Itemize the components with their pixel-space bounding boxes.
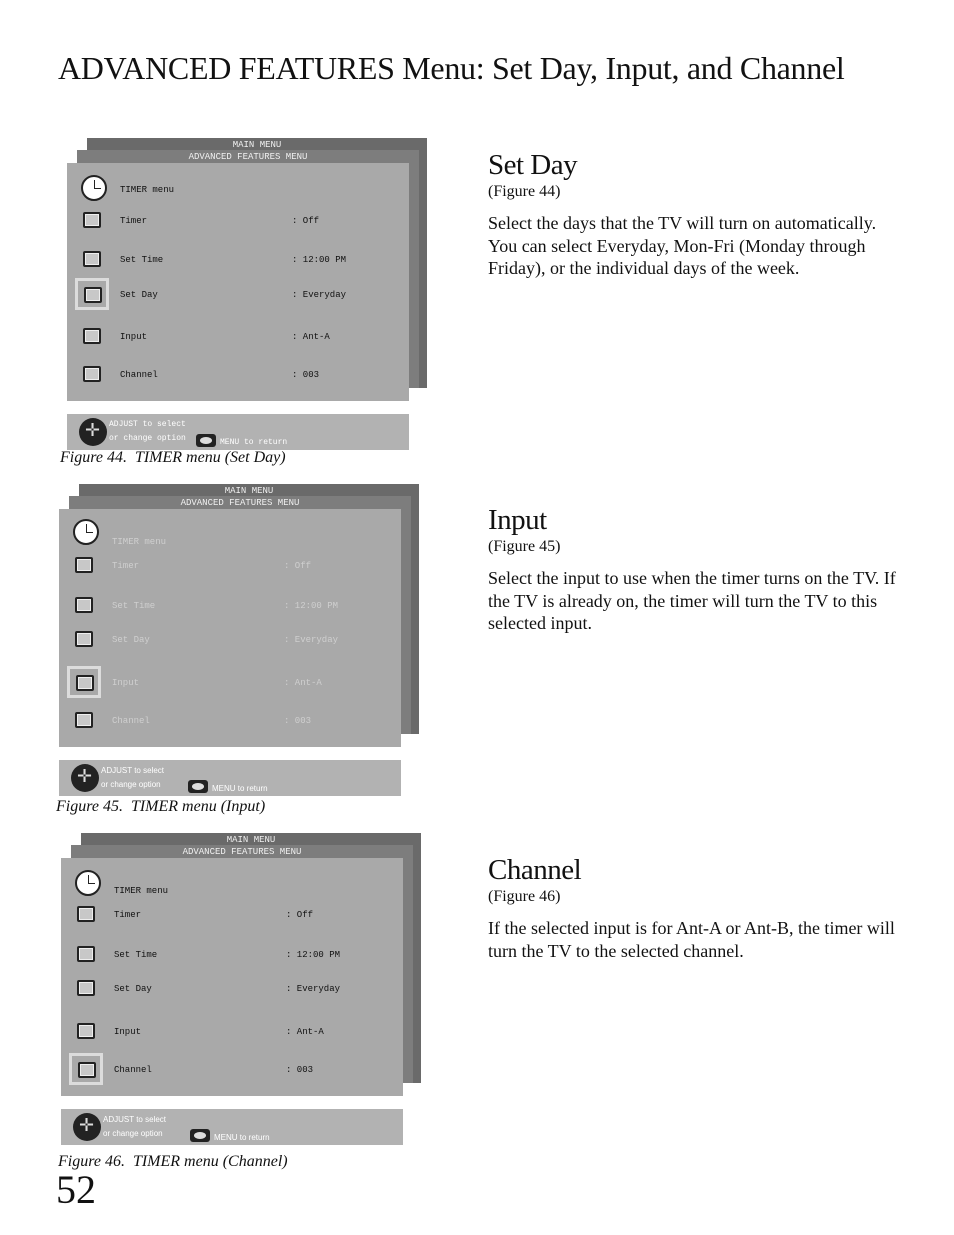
checkbox-icon (75, 1021, 97, 1041)
figure-46-screen (61, 833, 433, 1151)
adjust-hint: ADJUST to select (103, 1115, 166, 1124)
row-label: Timer (114, 910, 142, 920)
figure-label: Figure 46. (58, 1153, 125, 1170)
menu-row-channel[interactable] (69, 1055, 399, 1085)
row-label: Set Time (112, 601, 156, 611)
menu-footer (61, 1109, 403, 1145)
row-value: : Everyday (286, 984, 341, 994)
advanced-features-header: ADVANCED FEATURES MENU (180, 498, 300, 508)
menu-footer (59, 760, 401, 796)
selected-checkbox-icon (75, 278, 109, 310)
checkbox-icon (73, 710, 95, 730)
change-hint: or change option (103, 1129, 163, 1138)
row-value: : 12:00 PM (292, 255, 347, 265)
figure-45-screen (59, 484, 431, 802)
figure-44-caption (60, 449, 286, 467)
menu-row-input[interactable] (75, 322, 405, 352)
checkbox-icon (81, 364, 103, 384)
menu-row-input[interactable] (67, 668, 397, 698)
advanced-features-header: ADVANCED FEATURES MENU (182, 847, 302, 857)
figure-44-screen (67, 138, 439, 456)
row-label: Input (112, 678, 140, 688)
timer-menu-title: TIMER menu (120, 185, 175, 195)
menu-row-set-time[interactable] (69, 940, 399, 970)
page-number: 52 (56, 1167, 96, 1212)
main-menu-header: MAIN MENU (224, 486, 274, 496)
figure-label: Figure 45. (56, 798, 123, 815)
section-input (488, 505, 908, 635)
section-body: If the selected input is for Ant-A or Ant-B, the timer will turn the TV to the selected channel. (488, 918, 895, 961)
checkbox-icon (73, 595, 95, 615)
clock-icon (73, 519, 99, 545)
row-value: : 003 (286, 1065, 314, 1075)
row-value: : Off (284, 561, 312, 571)
row-label: Channel (120, 370, 158, 380)
menu-button-icon (188, 780, 208, 793)
menu-button-icon (190, 1129, 210, 1142)
checkbox-icon (81, 210, 103, 230)
clock-icon (75, 870, 101, 896)
row-label: Set Time (114, 950, 158, 960)
menu-row-set-day[interactable] (75, 280, 405, 310)
row-label: Input (114, 1027, 142, 1037)
menu-row-set-day[interactable] (67, 625, 397, 655)
row-label: Channel (114, 1065, 152, 1075)
advanced-features-header: ADVANCED FEATURES MENU (188, 152, 308, 162)
row-value: : 003 (292, 370, 320, 380)
row-value: : Ant-A (286, 1027, 324, 1037)
row-value: : Off (292, 216, 320, 226)
row-value: : Off (286, 910, 314, 920)
figure-45-caption (56, 798, 265, 816)
timer-menu-panel (67, 163, 409, 401)
change-hint: or change option (109, 434, 186, 443)
section-body: Select the input to use when the timer turns on the TV. If the TV is already on, the timer will turn the TV to this selected input. (488, 568, 896, 633)
row-label: Set Day (120, 290, 158, 300)
menu-row-timer[interactable] (67, 551, 397, 581)
figure-label: Figure 44. (60, 449, 127, 466)
row-value: : Everyday (292, 290, 347, 300)
section-heading: Set Day (488, 149, 578, 181)
timer-menu-title: TIMER menu (112, 537, 167, 547)
menu-button-icon (196, 434, 216, 447)
checkbox-icon (75, 904, 97, 924)
figure-caption-text: TIMER menu (Set Day) (134, 449, 286, 466)
checkbox-icon (81, 249, 103, 269)
row-value: : Everyday (284, 635, 339, 645)
row-label: Channel (112, 716, 150, 726)
timer-menu-panel (59, 509, 401, 747)
section-heading: Channel (488, 854, 582, 886)
menu-row-set-time[interactable] (67, 591, 397, 621)
menu-row-channel[interactable] (67, 706, 397, 736)
checkbox-icon (75, 944, 97, 964)
main-menu-header: MAIN MENU (232, 140, 282, 150)
row-value: : Ant-A (292, 332, 330, 342)
menu-return-hint: MENU to return (212, 784, 268, 793)
dpad-icon (71, 764, 99, 792)
row-value: : 12:00 PM (286, 950, 341, 960)
adjust-hint: ADJUST to select (109, 420, 186, 429)
row-value: : Ant-A (284, 678, 322, 688)
menu-return-hint: MENU to return (220, 438, 288, 447)
row-label: Timer (112, 561, 140, 571)
menu-row-timer[interactable] (69, 900, 399, 930)
menu-return-hint: MENU to return (214, 1133, 270, 1142)
timer-menu-title: TIMER menu (114, 886, 169, 896)
section-heading: Input (488, 504, 547, 536)
checkbox-icon (75, 978, 97, 998)
section-set-day (488, 150, 908, 280)
timer-menu-panel (61, 858, 403, 1096)
selected-checkbox-icon (67, 666, 101, 698)
timer-menu-header (67, 519, 397, 551)
row-label: Timer (120, 216, 148, 226)
checkbox-icon (81, 326, 103, 346)
section-channel (488, 855, 908, 962)
menu-row-set-day[interactable] (69, 974, 399, 1004)
clock-icon (81, 175, 107, 201)
change-hint: or change option (101, 780, 161, 789)
selected-checkbox-icon (69, 1053, 103, 1085)
timer-menu-header (75, 175, 405, 207)
dpad-icon (73, 1113, 101, 1141)
row-value: : 12:00 PM (284, 601, 339, 611)
dpad-icon (79, 418, 107, 446)
section-figure-ref: (Figure 46) (488, 888, 561, 905)
menu-footer (67, 414, 409, 450)
row-label: Set Time (120, 255, 164, 265)
figure-caption-text: TIMER menu (Channel) (132, 1153, 288, 1170)
timer-menu-header (69, 870, 399, 902)
adjust-hint: ADJUST to select (101, 766, 164, 775)
menu-row-input[interactable] (69, 1017, 399, 1047)
main-menu-header: MAIN MENU (226, 835, 276, 845)
checkbox-icon (73, 629, 95, 649)
menu-row-timer[interactable] (75, 206, 405, 236)
row-value: : 003 (284, 716, 312, 726)
row-label: Set Day (114, 984, 152, 994)
figure-caption-text: TIMER menu (Input) (130, 798, 266, 815)
section-figure-ref: (Figure 44) (488, 183, 561, 200)
row-label: Set Day (112, 635, 150, 645)
checkbox-icon (73, 555, 95, 575)
section-figure-ref: (Figure 45) (488, 538, 561, 555)
section-body: Select the days that the TV will turn on automatically. You can select Everyday, Mon-Fri (Monday through Friday), or the individual days of the week. (488, 213, 877, 278)
menu-row-channel[interactable] (75, 360, 405, 390)
menu-row-set-time[interactable] (75, 245, 405, 275)
row-label: Input (120, 332, 148, 342)
page-title: ADVANCED FEATURES Menu: Set Day, Input, and Channel (58, 50, 845, 86)
